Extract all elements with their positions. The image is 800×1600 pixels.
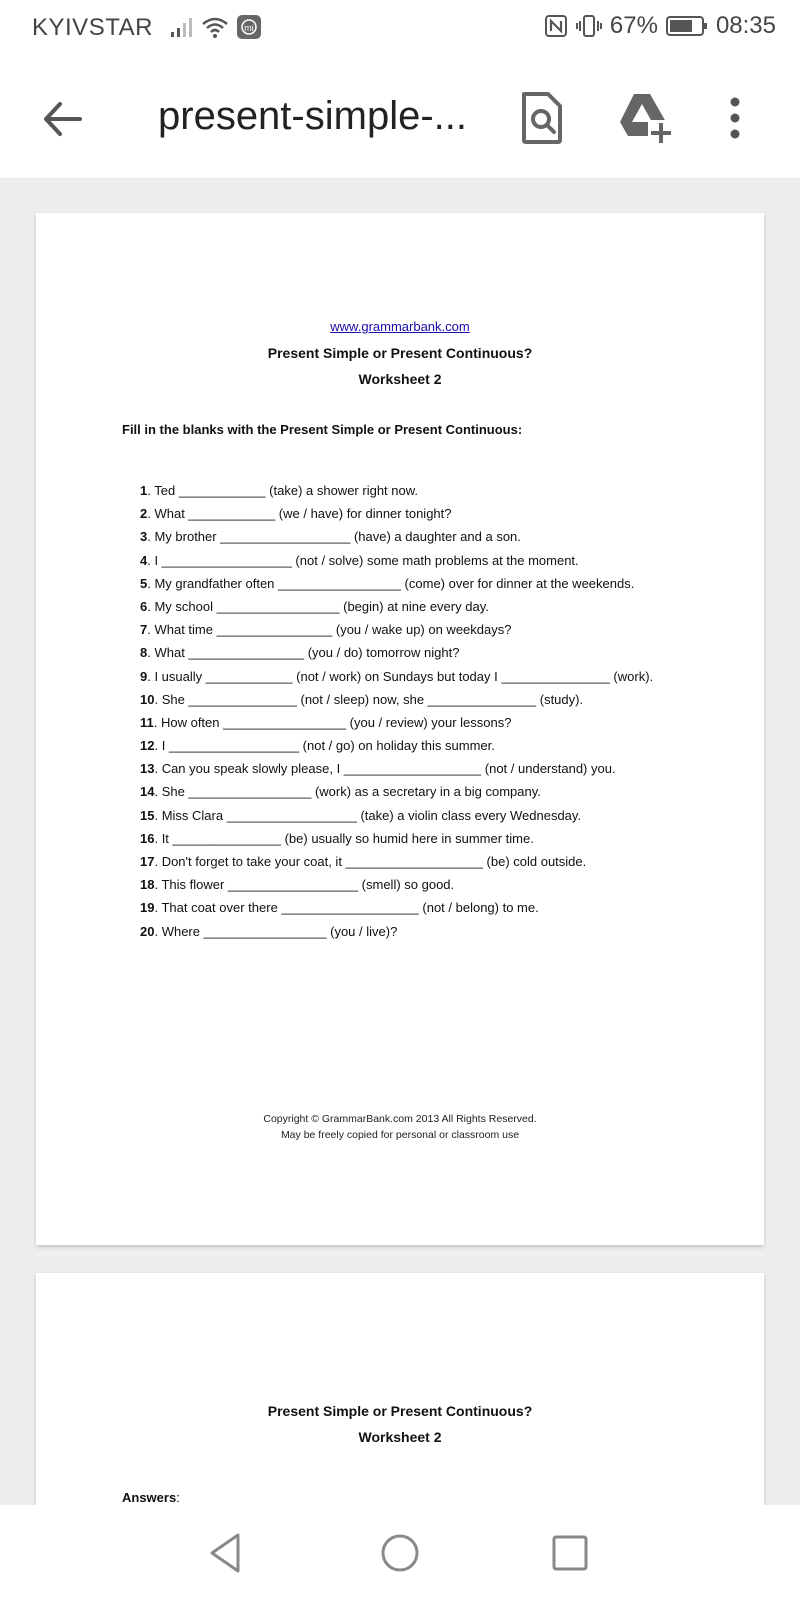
exercise-item bbox=[140, 850, 653, 873]
exercise-number: 17 bbox=[140, 854, 155, 869]
back-arrow-icon[interactable] bbox=[38, 94, 88, 144]
nav-home-icon[interactable] bbox=[378, 1531, 422, 1575]
signal-icon bbox=[170, 16, 194, 38]
exercise-item bbox=[140, 572, 653, 595]
exercise-item bbox=[140, 734, 653, 757]
exercise-text: . That coat over there ___________________ (not / belong) to me. bbox=[154, 900, 539, 916]
exercise-number: 8 bbox=[140, 645, 148, 661]
exercise-text: . What time ________________ (you / wake up) on weekdays? bbox=[147, 622, 512, 638]
mi-app-icon bbox=[236, 14, 262, 40]
exercise-number: 13 bbox=[140, 761, 155, 777]
exercise-item bbox=[140, 896, 653, 919]
instructions: Fill in the blanks with the Present Simple or Present Continuous: bbox=[122, 422, 523, 437]
exercise-number: 12 bbox=[140, 738, 155, 754]
wifi-icon bbox=[202, 16, 228, 38]
exercise-item bbox=[140, 711, 653, 734]
exercise-text: . I __________________ (not / solve) some math problems at the moment. bbox=[147, 552, 579, 568]
usage-note: May be freely copied for personal or classroom use bbox=[280, 1129, 520, 1141]
exercise-item bbox=[140, 688, 653, 711]
exercise-number: 5 bbox=[140, 575, 148, 591]
exercise-number: 3 bbox=[140, 529, 148, 545]
exercise-item bbox=[140, 780, 653, 803]
exercise-text: . Where _________________ (you / live)? bbox=[154, 923, 398, 939]
battery-icon bbox=[666, 14, 708, 38]
answers-heading bbox=[122, 1490, 180, 1505]
carrier-name: KYIVSTAR bbox=[32, 14, 153, 41]
exercise-text: . My school _________________ (begin) at nine every day. bbox=[147, 598, 489, 614]
exercise-item bbox=[140, 804, 653, 827]
exercise-text: . I usually ____________ (not / work) on Sundays but today I _______________ (work). bbox=[147, 668, 654, 684]
exercise-text: . She _______________ (not / sleep) now, she _______________ (study). bbox=[154, 691, 584, 707]
svg-text:mi: mi bbox=[244, 23, 254, 33]
exercise-item bbox=[140, 618, 653, 641]
exercise-text: . How often _________________ (you / review) your lessons? bbox=[153, 714, 512, 730]
worksheet-title: Present Simple or Present Continuous? bbox=[267, 345, 533, 361]
exercise-item bbox=[140, 595, 653, 618]
answers-page-title: Present Simple or Present Continuous? bbox=[267, 1403, 533, 1419]
app-toolbar bbox=[0, 56, 800, 179]
clock: 08:35 bbox=[715, 12, 776, 39]
document-page-1 bbox=[36, 213, 764, 1245]
exercise-number: 7 bbox=[140, 622, 148, 638]
exercise-number: 14 bbox=[140, 784, 155, 800]
exercise-number: 4 bbox=[140, 552, 148, 568]
exercise-text: . I __________________ (not / go) on holiday this summer. bbox=[154, 738, 495, 754]
nav-recents-icon[interactable] bbox=[548, 1531, 592, 1575]
exercise-text: . Can you speak slowly please, I ___________________ (not / understand) you. bbox=[154, 761, 616, 777]
exercise-text: . What ____________ (we / have) for dinner tonight? bbox=[147, 506, 452, 522]
add-to-drive-icon[interactable] bbox=[618, 92, 674, 144]
exercise-item bbox=[140, 479, 653, 502]
copyright-line: Copyright © GrammarBank.com 2013 All Rights Reserved. bbox=[263, 1113, 537, 1125]
exercise-number: 11 bbox=[140, 714, 154, 730]
exercise-item bbox=[140, 549, 653, 572]
exercise-item bbox=[140, 827, 653, 850]
exercise-number: 9 bbox=[140, 668, 148, 684]
exercise-text: . This flower __________________ (smell) so good. bbox=[154, 877, 455, 893]
exercise-number: 20 bbox=[140, 923, 155, 939]
nav-back-icon[interactable] bbox=[204, 1531, 248, 1575]
exercise-text: . Don't forget to take your coat, it ___________________ (be) cold outside. bbox=[154, 854, 587, 869]
answers-colon: : bbox=[176, 1490, 180, 1505]
exercise-list bbox=[140, 479, 653, 943]
vibrate-icon bbox=[576, 14, 602, 38]
exercise-text: . Miss Clara __________________ (take) a violin class every Wednesday. bbox=[154, 807, 582, 823]
exercise-text: . Ted ____________ (take) a shower right now. bbox=[147, 483, 419, 498]
exercise-item bbox=[140, 502, 653, 525]
answers-label: Answers bbox=[122, 1490, 177, 1505]
exercise-number: 15 bbox=[140, 807, 155, 823]
exercise-text: . It _______________ (be) usually so humid here in summer time. bbox=[154, 830, 534, 846]
document-page-2 bbox=[36, 1273, 764, 1513]
exercise-text: . What ________________ (you / do) tomorrow night? bbox=[147, 645, 460, 661]
system-nav-bar bbox=[0, 1505, 800, 1600]
exercise-text: . My grandfather often _________________ (come) over for dinner at the weekends. bbox=[147, 575, 635, 591]
exercise-item bbox=[140, 665, 653, 688]
exercise-number: 16 bbox=[140, 830, 155, 846]
exercise-number: 10 bbox=[140, 691, 155, 707]
exercise-number: 6 bbox=[140, 598, 148, 614]
exercise-number: 2 bbox=[140, 506, 148, 522]
exercise-item bbox=[140, 525, 653, 548]
status-bar bbox=[0, 0, 800, 56]
exercise-text: . She _________________ (work) as a secretary in a big company. bbox=[154, 784, 541, 800]
exercise-item bbox=[140, 873, 653, 896]
more-options-icon[interactable] bbox=[722, 92, 748, 144]
exercise-number: 18 bbox=[140, 877, 155, 893]
website-link[interactable]: www.grammarbank.com bbox=[330, 319, 470, 334]
exercise-number: 19 bbox=[140, 900, 155, 916]
answers-page-subtitle: Worksheet 2 bbox=[358, 1429, 442, 1445]
document-title: present-simple-... bbox=[158, 94, 467, 138]
exercise-item bbox=[140, 641, 653, 664]
nfc-icon bbox=[544, 14, 568, 38]
worksheet-subtitle: Worksheet 2 bbox=[358, 371, 442, 387]
exercise-item bbox=[140, 920, 653, 943]
exercise-item bbox=[140, 757, 653, 780]
find-in-document-icon[interactable] bbox=[518, 92, 566, 144]
battery-percent: 67% bbox=[609, 12, 658, 39]
exercise-number: 1 bbox=[140, 483, 148, 498]
exercise-text: . My brother __________________ (have) a daughter and a son. bbox=[147, 529, 521, 545]
